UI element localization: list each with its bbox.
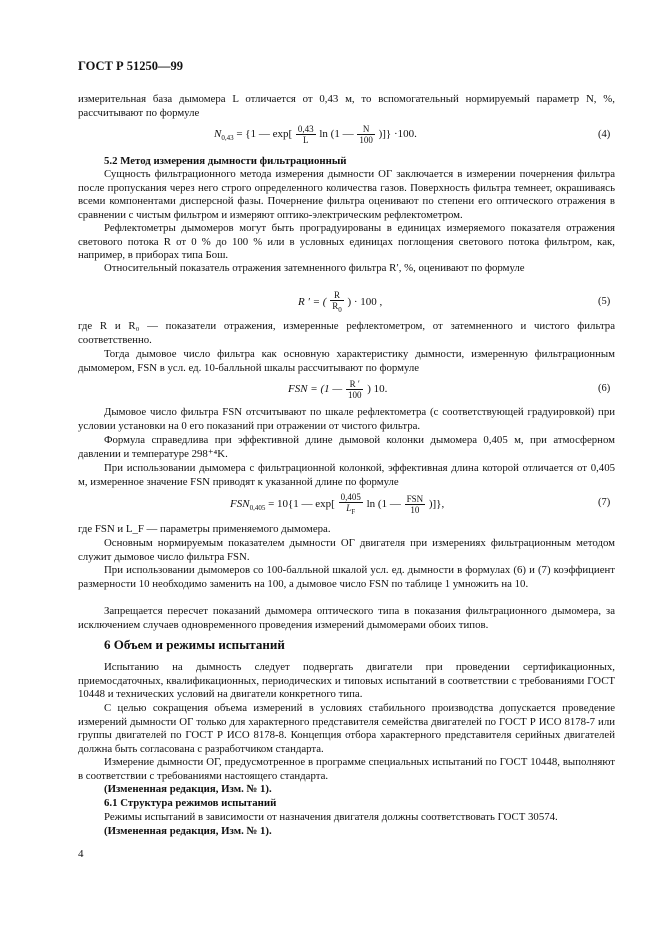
f5-den-wrap xyxy=(330,301,344,315)
f6-part-c: ) 10. xyxy=(367,383,388,396)
f7-fraction-1 xyxy=(339,492,363,517)
f4-lhs-sub: 0,43 xyxy=(221,134,234,143)
formula-7 xyxy=(230,492,444,517)
equation-number-6: (6) xyxy=(598,383,611,394)
f5-den-sub: 0 xyxy=(338,305,342,314)
paragraph-filter-method: Сущность фильтрационного метода измерения дымности ОГ заключается в измерении почернения фильтра после пропускания через него строго определенного количества газов. Поверхность фильтра темнеет, окрашиваясь всеми компонентами дисперсной фазы. Почернение фильтра оценивают по степени его оптического отражения в сравнении с чистым фильтром и измеряют оптико-электрическим рефлектометром. xyxy=(78,168,615,221)
paragraph-reflectometers: Рефлектометры дымомеров могут быть проградуированы в единицах измеряемого показателя отражения светового потока R от 0 % до 100 % или в условных единицах поглощения светового потока фильтром, как, например, в приборах типа Бош. xyxy=(78,222,615,262)
paragraph-main-indicator: Основным нормируемым показателем дымности ОГ двигателя при измерениях фильтрационным методом служит дымовое число фильтра FSN. xyxy=(78,537,615,563)
f7-part-a: = 10{1 — exp[ xyxy=(268,497,335,510)
equation-number-4: (4) xyxy=(598,129,611,140)
f5-fraction xyxy=(330,290,344,315)
paragraph-modes: Режимы испытаний в зависимости от назначения двигателя должны соответствовать ГОСТ 30574. xyxy=(104,811,558,823)
section-6-heading: 6 Объем и режимы испытаний xyxy=(104,637,285,652)
f7-num-2: FSN xyxy=(406,493,424,504)
f7-den-2: 10 xyxy=(410,504,420,515)
paragraph-relative-reflection: Относительный показатель отражения затемненного фильтра R′, %, оценивают по формуле xyxy=(104,262,525,274)
page-number: 4 xyxy=(78,848,84,860)
f4-num-2: N xyxy=(357,124,375,135)
f4-den-1: L xyxy=(303,135,309,145)
paragraph-smoke-number: Тогда дымовое число фильтра как основную характеристику дымности, измеренную фильтрационным дымомером, FSN в усл. ед. 10-балльной шкалы рассчитывают по формуле xyxy=(78,348,615,374)
f5-part-c: ) · 100 , xyxy=(347,295,383,308)
f4-part-c: )]} ·100. xyxy=(378,128,417,141)
f4-num-1: 0,43 xyxy=(297,124,314,134)
f4-part-a: = {1 — exp[ xyxy=(236,128,293,141)
f5-num: R xyxy=(330,290,344,301)
section-6-1-heading: 6.1 Структура режимов испытаний xyxy=(104,797,277,809)
paragraph-base-length: измерительная база дымомера L отличается от 0,43 м, то вспомогательный нормируемый параметр N, %, рассчитывают по формуле xyxy=(78,93,615,119)
f7-fraction-2 xyxy=(405,494,426,515)
formula-5 xyxy=(298,290,382,315)
paragraph-special-tests: Измерение дымности ОГ, предусмотренное в программе специальных испытаний по ГОСТ 10448, выполняют в соответствии с требованиями настоящего стандарта. xyxy=(78,756,615,782)
amendment-note-2: (Измененная редакция, Изм. № 1). xyxy=(104,825,272,837)
f7-num-1: 0,405 xyxy=(340,492,361,502)
f7-lhs: FSN xyxy=(230,497,250,510)
section-5-2-heading: 5.2 Метод измерения дымности фильтрационный xyxy=(104,155,347,167)
f7-den-sub: F xyxy=(351,507,356,516)
amendment-note-1: (Измененная редакция, Изм. № 1). xyxy=(104,783,272,795)
f7-den-wrap xyxy=(339,503,363,517)
f7-part-b: ln (1 — xyxy=(366,497,401,510)
f6-lhs: FSN = (1 — xyxy=(288,383,343,396)
paragraph-fsn-read: Дымовое число фильтра FSN отсчитывают по шкале рефлектометра (с соответствующей градуировкой) при условии установки на 0 его показаний при отражении от чистого фильтра. xyxy=(78,406,615,432)
f4-den-2: 100 xyxy=(359,135,373,145)
f4-lhs: N xyxy=(214,128,222,141)
paragraph-prohibition: Запрещается пересчет показаний дымомера оптического типа в показания фильтрационного дымомера, за исключением случаев одновременного проведения измерений дымомерами обоих типов. xyxy=(78,605,615,631)
f5-lhs: R ′ = ( xyxy=(298,295,327,308)
f6-fraction xyxy=(346,379,364,400)
f7-part-c: )]}, xyxy=(428,497,445,510)
equation-number-5: (5) xyxy=(598,296,611,307)
paragraph-100-scale: При использовании дымомеров со 100-балльной шкалой усл. ед. дымности в формулах (6) и (7) коэффициент размерности 10 необходимо заменить на 100, а дымовое число FSN по таблице 1 умножить на 10. xyxy=(78,564,615,590)
paragraph-filter-column: При использовании дымомера с фильтрационной колонкой, эффективная длина которой отличается от 0,405 м, измеренное значение FSN приводят к указанной длине по формуле xyxy=(78,462,615,488)
f4-part-b: ln (1 — xyxy=(319,128,354,141)
formula-4 xyxy=(214,124,417,145)
paragraph-reduction: С целью сокращения объема измерений в условиях стабильного производства допускается проведение измерений дымности ОГ только для характерного представителя семейства двигателей по ГОСТ Р ИСО 8178-7 или группы двигателей по ГОСТ Р ИСО 8178-8. Концепция отбора характерного представителя серийных двигателей должна быть согласована с разработчиком стандарта. xyxy=(78,702,615,755)
document-header: ГОСТ Р 51250—99 xyxy=(78,59,184,73)
paragraph-testing: Испытанию на дымность следует подвергать двигатели при проведении сертификационных, приемосдаточных, квалификационных, периодических и типовых испытаний в соответствии с требованиями ГОСТ 10448 и технических условий на двигатели конкретного типа. xyxy=(78,661,615,701)
f6-den: 100 xyxy=(347,390,362,400)
paragraph-where-fsn: где FSN и L_F — параметры применяемого дымомера. xyxy=(78,523,331,535)
f4-fraction-1 xyxy=(296,124,316,145)
f4-fraction-2 xyxy=(357,124,375,145)
equation-number-7: (7) xyxy=(598,497,611,508)
paragraph-formula-valid: Формула справедлива при эффективной длине дымовой колонки дымомера 0,405 м, при атмосферном давлении и температуре 298⁺⁴K. xyxy=(78,434,615,460)
f6-num: R ′ xyxy=(346,379,364,390)
f7-den-1: L xyxy=(346,503,352,513)
f5-den: R xyxy=(332,301,339,311)
paragraph-where-r: где R и R₀ — показатели отражения, измеренные рефлектометром, от затемненного и чистого фильтра соответственно. xyxy=(78,320,615,346)
formula-6 xyxy=(288,379,387,400)
f7-lhs-sub: 0,405 xyxy=(249,504,266,513)
